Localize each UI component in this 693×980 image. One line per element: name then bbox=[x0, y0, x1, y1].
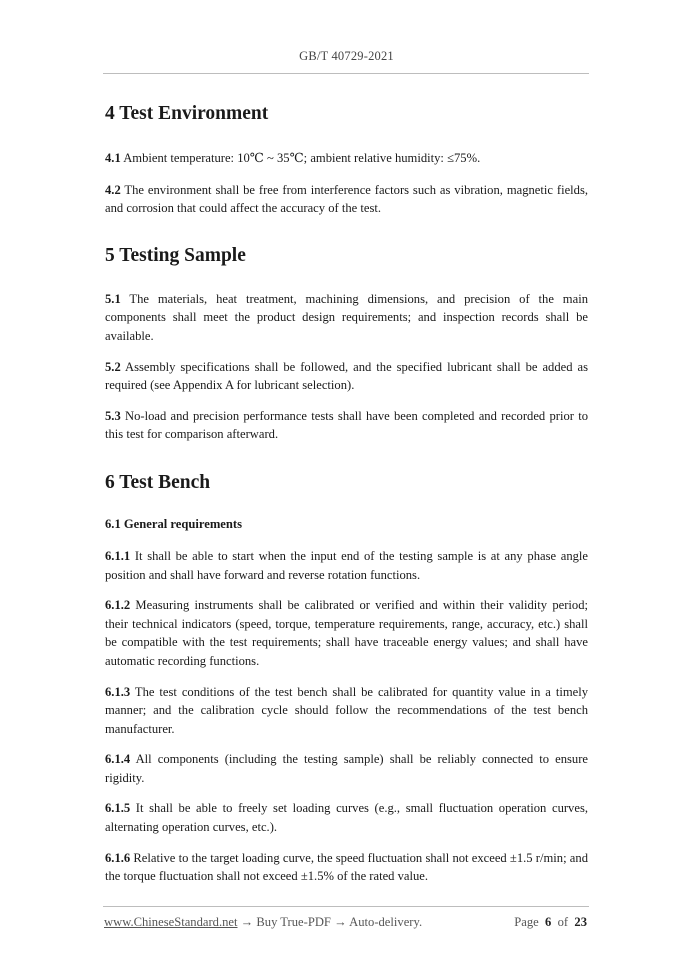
clause-6-1-6 bbox=[105, 849, 588, 886]
clause-number: 6.1.5 bbox=[105, 801, 131, 816]
page-total: 23 bbox=[574, 915, 587, 929]
footer-divider bbox=[103, 906, 589, 907]
clause-number: 6.1.1 bbox=[105, 548, 131, 563]
clause-number: 4.1 bbox=[105, 151, 121, 165]
subsection-6-1-heading: 6.1 General requirements bbox=[105, 516, 242, 531]
page-of-label: of bbox=[557, 915, 569, 929]
clause-6-1-3 bbox=[105, 683, 588, 739]
clause-number: 5.3 bbox=[105, 408, 121, 423]
section-6-heading: 6 Test Bench bbox=[105, 471, 211, 493]
chinesestandard-link[interactable]: www.ChineseStandard.net bbox=[104, 915, 238, 929]
clause-number: 6.1.6 bbox=[105, 850, 131, 865]
clause-text: The environment shall be free from interference factors such as vibration, magnetic fields, and corrosion that could affect the accuracy of the test. bbox=[105, 182, 588, 216]
clause-5-3 bbox=[105, 407, 588, 444]
clause-text: Assembly specifications shall be followed, and the specified lubricant shall be added as required (see Appendix A for lubricant selection). bbox=[105, 359, 588, 393]
clause-5-1 bbox=[105, 290, 588, 346]
clause-number: 5.2 bbox=[105, 359, 121, 374]
clause-text: Relative to the target loading curve, the speed fluctuation shall not exceed ±1.5 r/min; and the torque fluctuation shall not exceed ±1.5% of the rated value. bbox=[105, 850, 588, 884]
clause-6-1-4 bbox=[105, 750, 588, 787]
footer-promo bbox=[104, 915, 422, 930]
section-5-heading: 5 Testing Sample bbox=[105, 244, 246, 266]
clause-number: 6.1.3 bbox=[105, 684, 131, 699]
clause-text: It shall be able to freely set loading curves (e.g., small fluctuation operation curves, alternating operation curves, etc.). bbox=[105, 801, 588, 835]
clause-text: The test conditions of the test bench shall be calibrated for quantity value in a timely manner; and the calibration cycle should follow the recommendations of the test bench manufacturer. bbox=[105, 684, 588, 736]
clause-text: No-load and precision performance tests shall have been completed and recorded prior to this test for comparison afterward. bbox=[105, 408, 588, 442]
clause-number: 5.1 bbox=[105, 291, 121, 306]
clause-4-2 bbox=[105, 181, 588, 218]
clause-5-2 bbox=[105, 358, 588, 395]
header-divider bbox=[103, 73, 589, 74]
clause-6-1-5 bbox=[105, 799, 588, 836]
clause-text: The materials, heat treatment, machining dimensions, and precision of the main components shall meet the product design requirements; and inspection records shall be available. bbox=[105, 291, 588, 343]
clause-number: 4.2 bbox=[105, 182, 121, 197]
page-body bbox=[105, 102, 588, 886]
clause-text: All components (including the testing sample) shall be reliably connected to ensure rigidity. bbox=[105, 752, 588, 785]
clause-text: It shall be able to start when the input end of the testing sample is at any phase angle position and shall have forward and reverse rotation functions. bbox=[105, 548, 588, 582]
footer-promo-text: → Buy True-PDF → Auto-delivery. bbox=[237, 915, 423, 929]
page-label: Page bbox=[514, 915, 539, 929]
clause-number: 6.1.4 bbox=[105, 752, 131, 767]
clause-4-1 bbox=[105, 149, 588, 168]
page-number bbox=[514, 915, 587, 930]
running-header: GB/T 40729-2021 bbox=[299, 49, 394, 63]
clause-6-1-2 bbox=[105, 596, 588, 670]
clause-text: Measuring instruments shall be calibrated or verified and within their validity period; their technical indicators (speed, torque, temperature requirements, range, accuracy, etc.) shall be compatible with the test requirements; shall have traceable energy values; and shall have automatic recording functions. bbox=[105, 598, 588, 668]
page-current: 6 bbox=[545, 915, 552, 929]
clause-6-1-1 bbox=[105, 547, 588, 584]
clause-text: Ambient temperature: 10℃ ~ 35℃; ambient relative humidity: ≤75%. bbox=[120, 151, 481, 165]
section-4-heading: 4 Test Environment bbox=[105, 103, 269, 124]
clause-number: 6.1.2 bbox=[105, 598, 131, 613]
